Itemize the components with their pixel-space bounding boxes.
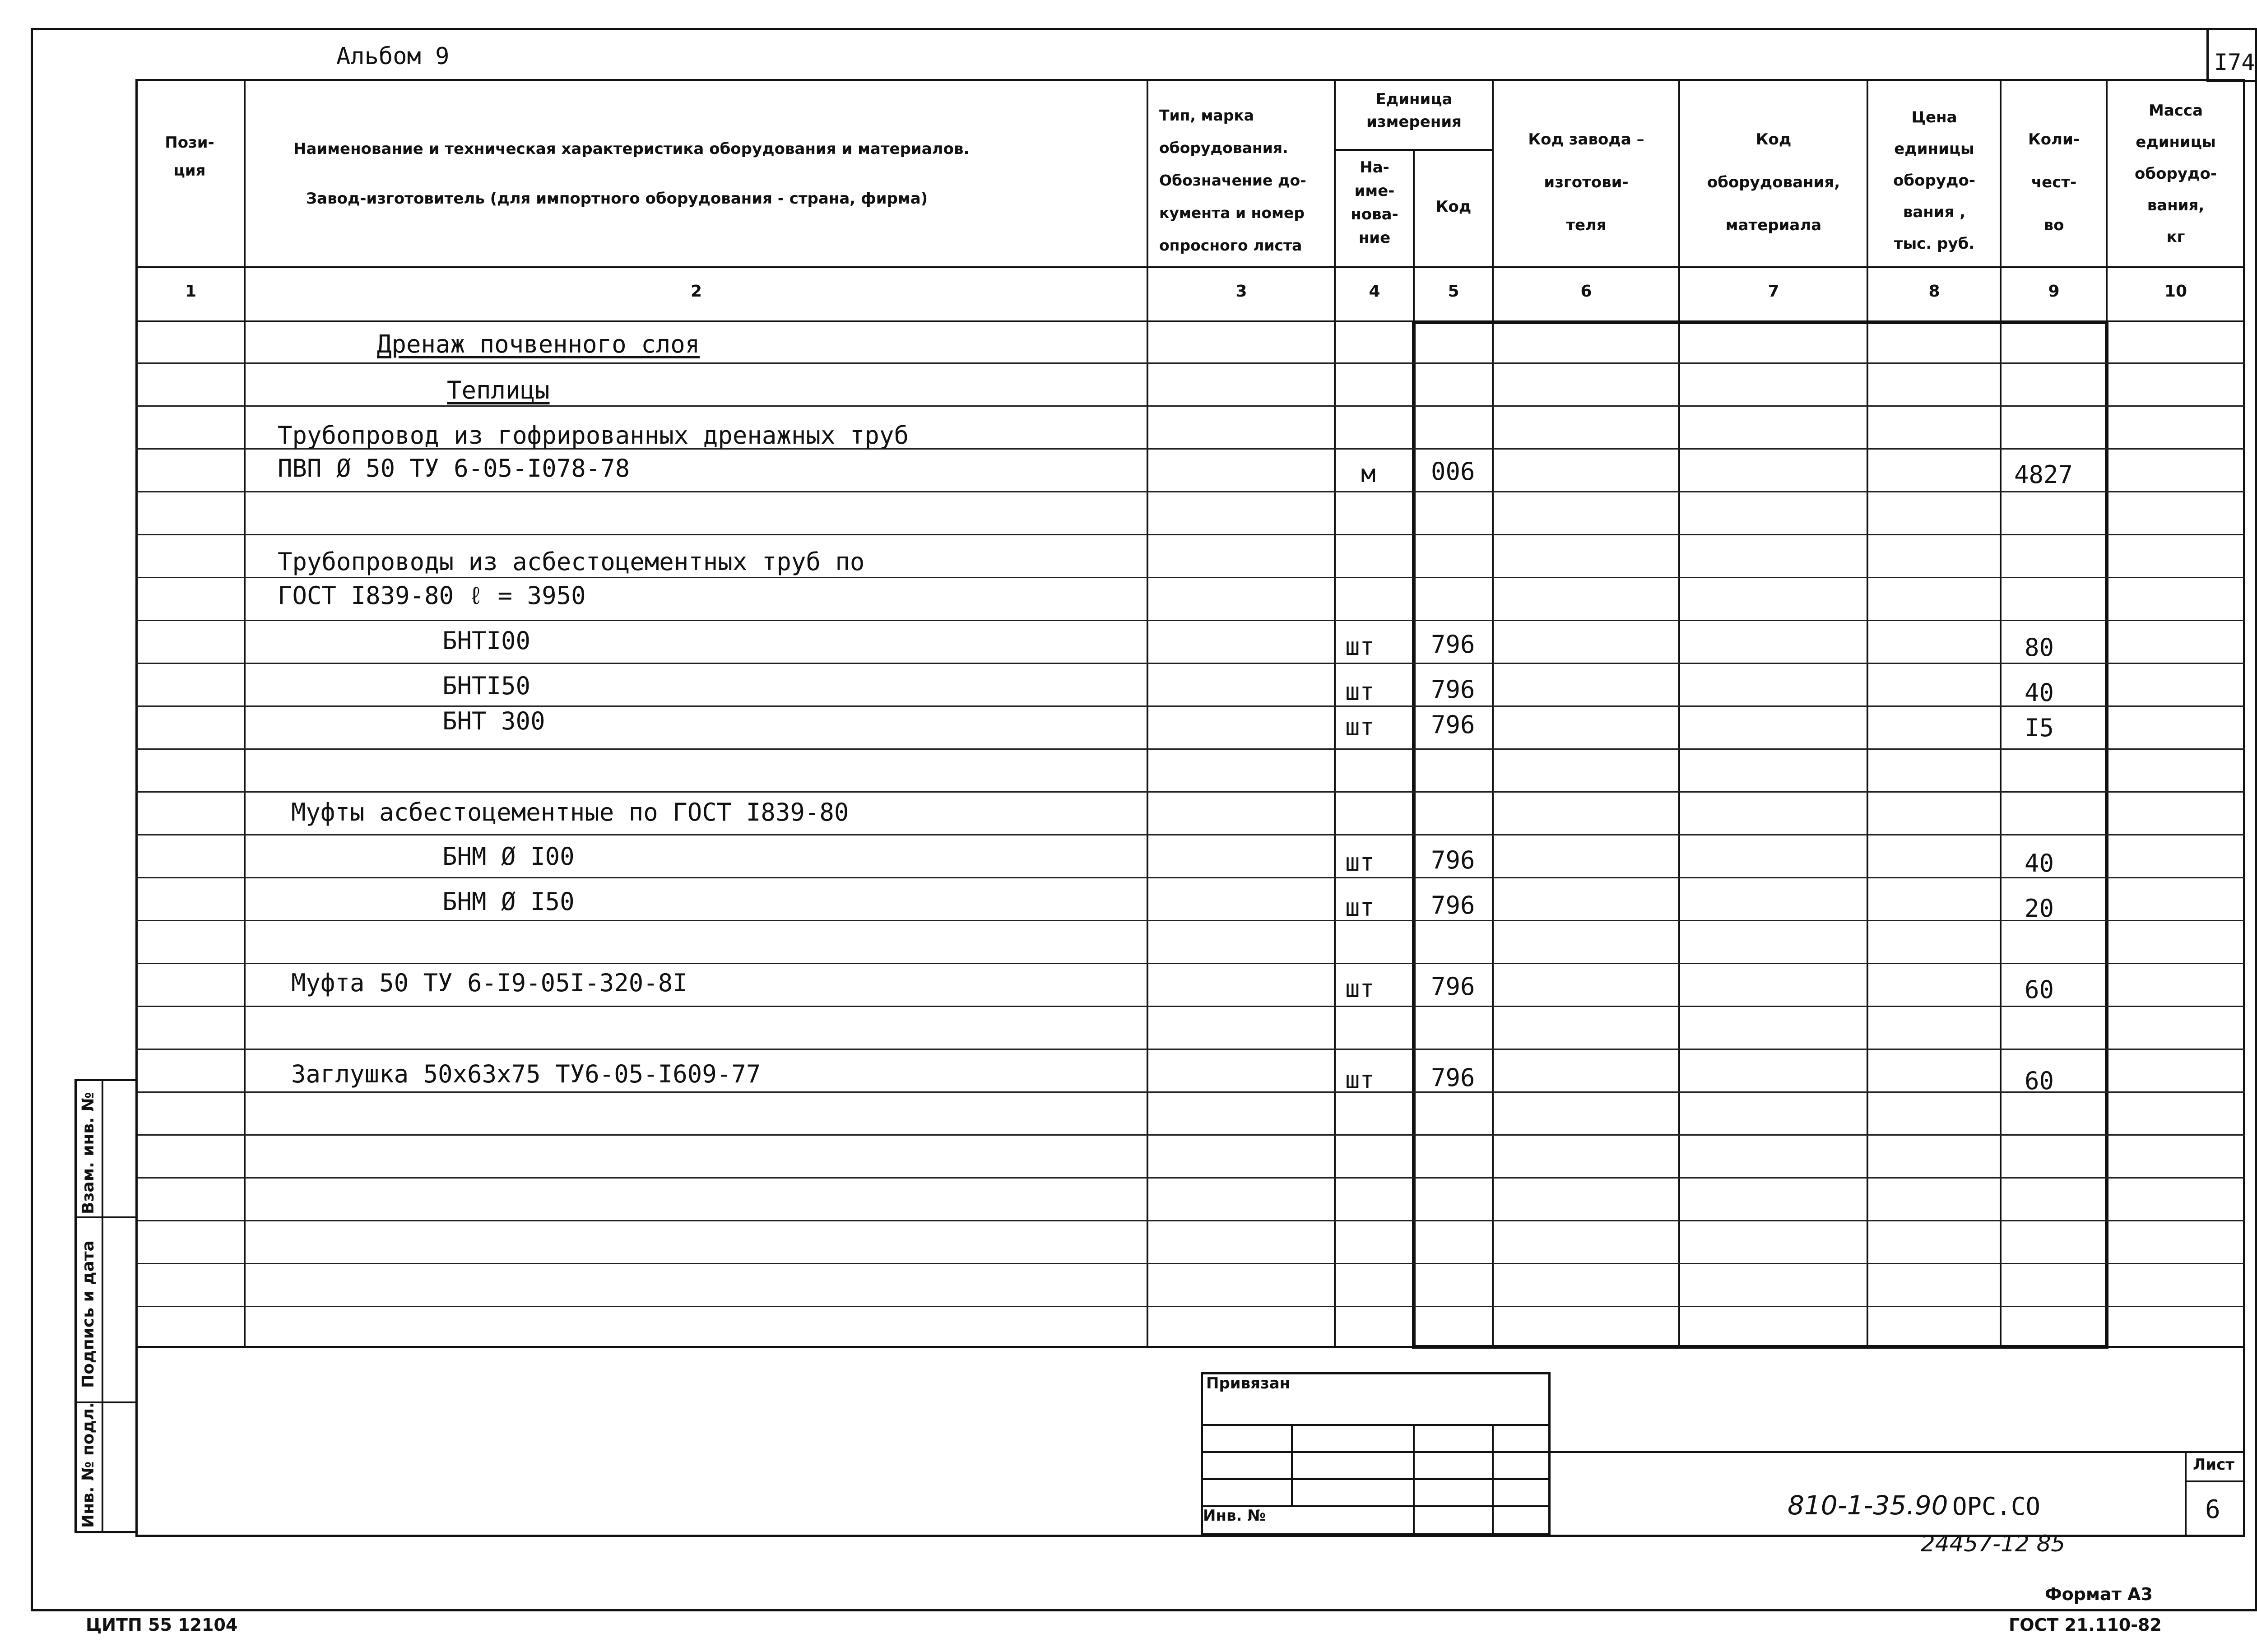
row-unit: шт — [1345, 632, 1375, 661]
row-line — [135, 748, 2245, 750]
row-code: 796 — [1431, 972, 1475, 1001]
row-line — [135, 1177, 2245, 1179]
privyazan-vline — [1291, 1424, 1293, 1505]
row-name: БНТI00 — [442, 626, 531, 655]
row-line — [135, 963, 2245, 964]
row-qty: I5 — [2025, 714, 2054, 742]
row-name: ГОСТ I839-80 ℓ = 3950 — [278, 581, 586, 610]
row-unit: м — [1361, 459, 1376, 488]
row-qty: 20 — [2025, 894, 2054, 923]
col-line-6 — [1678, 79, 1680, 1347]
header-col2: Наименование и техническая характеристика оборудования и материалов. Завод-изготовитель (для импортного оборудования - страна, фирма) — [293, 140, 970, 208]
row-line — [135, 1049, 2245, 1050]
row-qty: 40 — [2025, 678, 2054, 707]
side-label-inv-podl: Инв. № подл. — [79, 1402, 98, 1528]
row-name: Трубопровод из гофрированных дренажных труб — [278, 421, 909, 450]
row-line — [135, 1091, 2245, 1093]
header-unit-group: Единица измерения — [1366, 90, 1462, 131]
row-qty: 40 — [2025, 849, 2054, 877]
thick-top — [1412, 320, 2108, 324]
colnum-10: 10 — [2164, 282, 2187, 301]
page-number-top: I74 — [2214, 49, 2255, 75]
row-code: 006 — [1431, 457, 1475, 486]
privyazan-line — [1201, 1424, 1551, 1426]
doc-code: 810-1-35.90 — [1788, 1490, 1948, 1521]
row-line — [135, 1134, 2245, 1136]
header-col6: Код завода – изготови- теля — [1528, 130, 1644, 234]
row-line — [135, 834, 2245, 835]
row-unit: шт — [1345, 1066, 1375, 1094]
row-line — [135, 877, 2245, 878]
row-name: Муфты асбестоцементные по ГОСТ I839-80 — [291, 798, 849, 826]
row-qty: 80 — [2025, 633, 2054, 662]
row-line — [135, 620, 2245, 621]
row-name: ПВП Ø 50 ТУ 6-05-I078-78 — [278, 454, 630, 483]
row-line — [135, 920, 2245, 921]
row-unit: шт — [1345, 848, 1375, 877]
colnum-6: 6 — [1580, 282, 1592, 301]
row-line — [135, 1306, 2245, 1307]
row-name: Теплицы — [447, 376, 550, 404]
list-number: 6 — [2205, 1495, 2220, 1524]
handwritten-number: 24457-12 85 — [1921, 1531, 2066, 1557]
row-line — [135, 362, 2245, 364]
row-name: Заглушка 50х63х75 ТУ6-05-I609-77 — [291, 1060, 761, 1088]
row-line — [135, 791, 2245, 793]
colnum-9: 9 — [2048, 282, 2060, 301]
row-code: 796 — [1431, 710, 1475, 739]
privyazan-line — [1201, 1478, 1551, 1480]
colnum-1: 1 — [185, 282, 197, 301]
row-line — [135, 663, 2245, 664]
row-code: 796 — [1431, 1063, 1475, 1092]
doc-suffix: ОРС.СО — [1952, 1492, 2041, 1521]
list-label: Лист — [2193, 1456, 2234, 1474]
row-code: 796 — [1431, 891, 1475, 919]
row-unit: шт — [1345, 893, 1375, 922]
row-line — [135, 534, 2245, 535]
list-box-line — [2185, 1480, 2245, 1482]
side-label-podpis: Подпись и дата — [79, 1240, 98, 1388]
gost-label: ГОСТ 21.110-82 — [2009, 1615, 2162, 1635]
header-col4: На- име- нова- ние — [1351, 158, 1398, 247]
row-name: БНТI50 — [442, 672, 531, 700]
header-col1: Пози- ция — [165, 134, 214, 180]
header-col3: Тип, марка оборудования. Обозначение до- кумента и номер опросного листа — [1159, 107, 1306, 254]
row-line — [135, 405, 2245, 407]
inv-no-label: Инв. № — [1203, 1507, 1266, 1525]
colnum-7: 7 — [1768, 282, 1779, 301]
row-unit: шт — [1345, 974, 1375, 1003]
list-box-divider — [2185, 1451, 2187, 1536]
row-qty: 60 — [2025, 1067, 2054, 1095]
row-qty: 60 — [2025, 975, 2054, 1004]
citp-label: ЦИТП 55 12104 — [86, 1615, 238, 1635]
header-col10: Масса единицы оборудо- вания, кг — [2135, 102, 2217, 246]
col-line-1 — [244, 79, 246, 1347]
row-name: БНТ 300 — [442, 707, 545, 735]
row-line — [135, 1220, 2245, 1221]
col-line-5 — [1492, 79, 1494, 1347]
row-name: Муфта 50 ТУ 6-I9-05I-320-8I — [291, 969, 687, 997]
privyazan-line — [1201, 1451, 1551, 1453]
row-code: 796 — [1431, 846, 1475, 874]
col-line-2 — [1147, 79, 1148, 1347]
row-line — [135, 577, 2245, 578]
album-label: Альбом 9 — [336, 43, 450, 70]
row-code: 796 — [1431, 630, 1475, 659]
colnum-4: 4 — [1369, 282, 1380, 301]
row-line — [135, 491, 2245, 492]
privyazan-vline — [1492, 1424, 1494, 1536]
row-name: Дренаж почвенного слоя — [377, 330, 700, 358]
colnum-8: 8 — [1928, 282, 1940, 301]
row-qty: 4827 — [2014, 460, 2073, 489]
header-bottom-line — [135, 266, 2245, 268]
row-line — [135, 1263, 2245, 1264]
row-line — [135, 1006, 2245, 1007]
header-col7: Код оборудования, материала — [1707, 130, 1840, 234]
row-name: Трубопроводы из асбестоцементных труб по — [278, 548, 865, 576]
row-unit: шт — [1345, 678, 1375, 706]
side-label-vzam: Взам. инв. № — [79, 1092, 98, 1214]
colnum-3: 3 — [1235, 282, 1247, 301]
header-col9: Коли- чест- во — [2028, 130, 2080, 234]
privyazan-label: Привязан — [1206, 1374, 1291, 1392]
stamp-line — [1551, 1451, 2245, 1453]
side-stamp-divider — [102, 1079, 103, 1533]
col-line-8 — [2000, 79, 2002, 1347]
colnum-2: 2 — [690, 282, 702, 301]
header-col5: Код — [1435, 198, 1472, 216]
row-code: 796 — [1431, 675, 1475, 704]
side-stamp-line — [74, 1216, 138, 1218]
col-line-7 — [1867, 79, 1868, 1347]
privyazan-vline — [1413, 1424, 1415, 1536]
format-label: Формат А3 — [2045, 1584, 2153, 1604]
colnum-5: 5 — [1448, 282, 1459, 301]
row-unit: шт — [1345, 713, 1375, 741]
table-body-bottom — [135, 1346, 2245, 1348]
row-name: БНМ Ø I00 — [442, 842, 575, 871]
row-name: БНМ Ø I50 — [442, 887, 575, 916]
header-col8: Цена единицы оборудо- вания , тыс. руб. — [1893, 108, 1975, 253]
col-line-3 — [1334, 79, 1336, 1347]
